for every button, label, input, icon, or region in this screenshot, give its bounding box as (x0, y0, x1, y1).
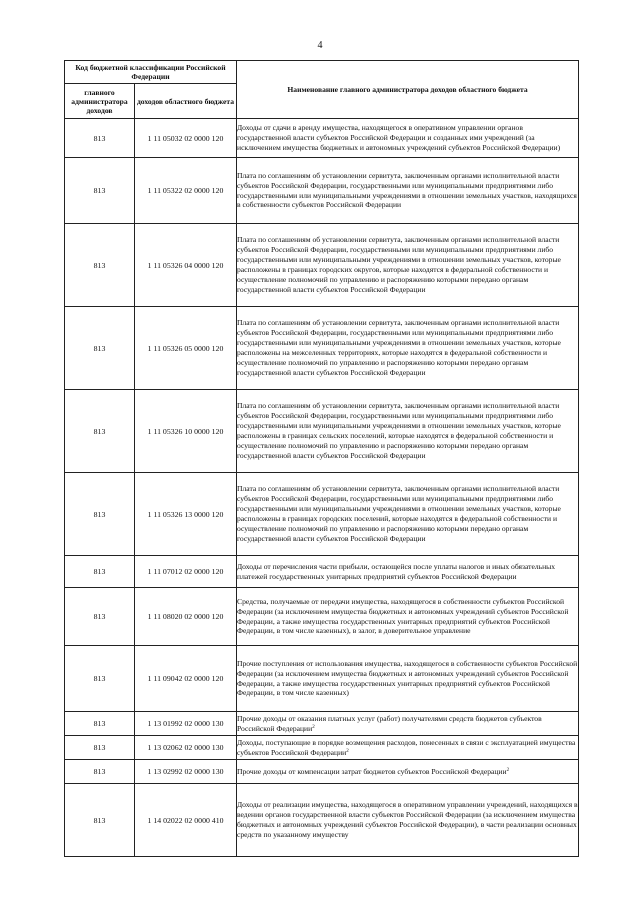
cell-administrator-code: 813 (65, 158, 135, 224)
cell-administrator-code: 813 (65, 473, 135, 556)
table-row (65, 556, 579, 588)
cell-revenue-description (237, 646, 579, 712)
description-text: Доходы от перечисления части прибыли, остающейся после уплаты налогов и иных обязательных платежей государственных унитарных предприятий субъектов Российской Федерации (237, 561, 556, 581)
cell-revenue-description (237, 736, 579, 760)
header-chief-administrator: главного администратора доходов (65, 84, 135, 119)
table-row (65, 736, 579, 760)
header-revenue-code: доходов областного бюджета (135, 84, 237, 119)
description-text: Прочие доходы от компенсации затрат бюджетов субъектов Российской Федерации (237, 766, 507, 776)
cell-revenue-description (237, 473, 579, 556)
budget-classification-table (64, 60, 579, 857)
table-row (65, 224, 579, 307)
cell-revenue-description (237, 784, 579, 857)
cell-administrator-code: 813 (65, 119, 135, 158)
cell-revenue-description (237, 588, 579, 646)
cell-revenue-code: 1 11 07012 02 0000 120 (135, 556, 237, 588)
cell-administrator-code: 813 (65, 760, 135, 784)
footnote-marker: 2 (346, 748, 349, 754)
header-administrator-name: Наименование главного администратора доходов областного бюджета (237, 61, 579, 119)
cell-administrator-code: 813 (65, 588, 135, 646)
cell-administrator-code: 813 (65, 556, 135, 588)
table-row (65, 646, 579, 712)
table-body (65, 119, 579, 857)
table-row (65, 473, 579, 556)
description-text: Плата по соглашениям об установлении сервитута, заключенным органами исполнительной власти субъектов Российской Федерации, государственными или муниципальными предприятиями либо государственными или муниципальными учреждениями в отношении земельных участков, которые расположены в границах сельских поселений, которые находятся в федеральной собственности и осуществление полномочий по управлению и распоряжению которыми передано органам государственной власти субъектов Российской Федерации (237, 401, 561, 460)
cell-revenue-code: 1 11 05326 04 0000 120 (135, 224, 237, 307)
table-row (65, 119, 579, 158)
table-row (65, 158, 579, 224)
cell-revenue-code: 1 11 08020 02 0000 120 (135, 588, 237, 646)
cell-revenue-description (237, 158, 579, 224)
table-row (65, 712, 579, 736)
cell-revenue-description (237, 760, 579, 784)
description-text: Плата по соглашениям об установлении сервитута, заключенным органами исполнительной власти субъектов Российской Федерации, государственными или муниципальными предприятиями либо государственными или муниципальными учреждениями в отношении земельных участков, находящихся в собственности субъектов Российской Федерации (237, 170, 577, 210)
cell-administrator-code: 813 (65, 307, 135, 390)
cell-revenue-code: 1 11 05326 10 0000 120 (135, 390, 237, 473)
cell-administrator-code: 813 (65, 224, 135, 307)
cell-administrator-code: 813 (65, 390, 135, 473)
table-row (65, 307, 579, 390)
footnote-marker: 2 (312, 724, 315, 730)
cell-revenue-description (237, 712, 579, 736)
cell-administrator-code: 813 (65, 736, 135, 760)
cell-revenue-description (237, 307, 579, 390)
cell-revenue-code: 1 11 05326 05 0000 120 (135, 307, 237, 390)
cell-revenue-description (237, 224, 579, 307)
cell-administrator-code: 813 (65, 646, 135, 712)
table-row (65, 390, 579, 473)
table-row (65, 760, 579, 784)
table-row (65, 784, 579, 857)
cell-revenue-code: 1 13 01992 02 0000 130 (135, 712, 237, 736)
description-text: Средства, получаемые от передачи имущества, находящегося в собственности субъектов Российской Федерации (за исключением имущества бюджетных и автономных учреждений субъектов Российской Федерации, а также имущества государственных унитарных предприятий субъектов Российской Федерации, в том числе казенных), в залог, в доверительное управление (237, 596, 569, 636)
cell-revenue-description (237, 119, 579, 158)
cell-revenue-description (237, 390, 579, 473)
header-classification-code: Код бюджетной классификации Российской Федерации (65, 61, 237, 84)
cell-administrator-code: 813 (65, 712, 135, 736)
description-text: Прочие поступления от использования имущества, находящегося в собственности субъектов Российской Федерации (за исключением имущества бюджетных и автономных учреждений субъектов Российской Федерации, а также имущества государственных унитарных предприятий субъектов Российской Федерации, в том числе казенных) (237, 658, 578, 698)
table-row (65, 588, 579, 646)
cell-revenue-description (237, 556, 579, 588)
description-text: Плата по соглашениям об установлении сервитута, заключенным органами исполнительной власти субъектов Российской Федерации, государственными или муниципальными предприятиями либо государственными или муниципальными учреждениями в отношении земельных участков, которые расположены в границах городских округов, которые находятся в федеральной собственности и осуществление полномочий по управлению и распоряжению которыми передано органам государственной власти субъектов Российской Федерации (237, 235, 561, 294)
cell-revenue-code: 1 13 02062 02 0000 130 (135, 736, 237, 760)
cell-revenue-code: 1 13 02992 02 0000 130 (135, 760, 237, 784)
description-text: Доходы от сдачи в аренду имущества, находящегося в оперативном управлении органов государственной власти субъектов Российской Федерации и созданных ими учреждений (за исключением имущества бюджетных и автономных учреждений субъектов Российской Федерации) (237, 123, 561, 152)
cell-revenue-code: 1 11 05032 02 0000 120 (135, 119, 237, 158)
description-text: Доходы от реализации имущества, находящегося в оперативном управлении учреждений, находящихся в ведении органов государственной власти субъектов Российской Федерации (за исключением имущества бюджетных и автономных учреждений субъектов Российской Федерации), в части реализации основных средств по указанному имуществу (237, 800, 578, 839)
cell-revenue-code: 1 11 05326 13 0000 120 (135, 473, 237, 556)
cell-administrator-code: 813 (65, 784, 135, 857)
description-text: Плата по соглашениям об установлении сервитута, заключенным органами исполнительной власти субъектов Российской Федерации, государственными или муниципальными предприятиями либо государственными или муниципальными учреждениями в отношении земельных участков, которые расположены в границах городских поселений, которые находятся в федеральной собственности и осуществление полномочий по управлению и распоряжению которыми передано органам государственной власти субъектов Российской Федерации (237, 484, 561, 543)
cell-revenue-code: 1 14 02022 02 0000 410 (135, 784, 237, 857)
cell-revenue-code: 1 11 09042 02 0000 120 (135, 646, 237, 712)
description-text: Плата по соглашениям об установлении сервитута, заключенным органами исполнительной власти субъектов Российской Федерации, государственными или муниципальными предприятиями либо государственными или муниципальными учреждениями в отношении земельных участков, которые расположены на межселенных территориях, которые находятся в федеральной собственности и осуществление полномочий по управлению и распоряжению которыми передано органам государственной власти субъектов Российской Федерации (237, 318, 561, 377)
page-number: 4 (317, 40, 323, 51)
cell-revenue-code: 1 11 05322 02 0000 120 (135, 158, 237, 224)
description-text: Доходы, поступающие в порядке возмещения расходов, понесенных в связи с эксплуатацией имущества субъектов Российской Федерации (237, 737, 576, 757)
footnote-marker: 2 (506, 767, 510, 773)
description-text: Прочие доходы от оказания платных услуг (работ) получателями средств бюджетов субъектов Российской Федерации (237, 713, 542, 733)
